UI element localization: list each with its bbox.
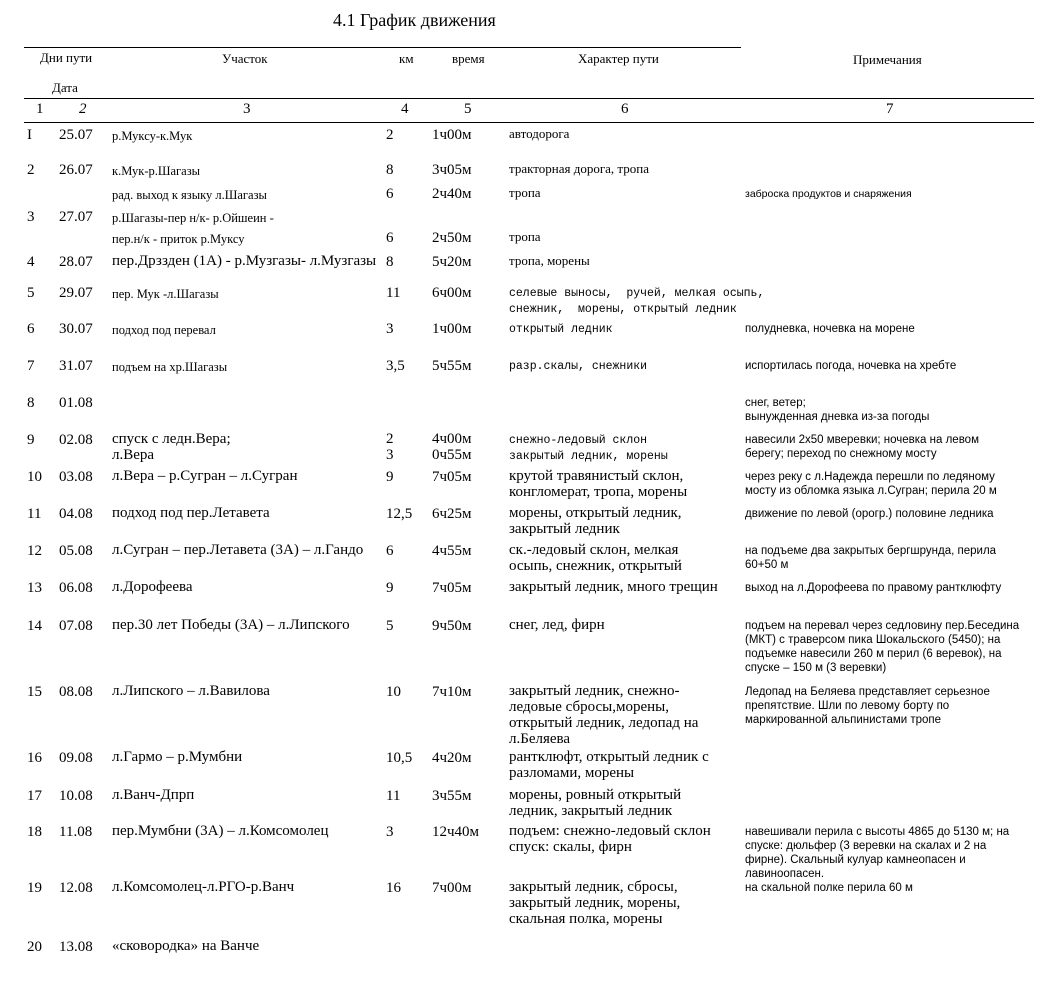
row-date: 28.07 — [59, 254, 93, 270]
row-notes: на подъеме два закрытых бергшрунда, перила 60+50 м — [745, 545, 997, 571]
row-time: 3ч55м — [432, 788, 472, 804]
header-date: Дата — [52, 80, 78, 95]
row-km: 9 — [386, 469, 394, 485]
row-date: 12.08 — [59, 880, 93, 896]
column-number-7: 7 — [886, 101, 894, 117]
row-character: закрытый ледник, много трещин — [509, 579, 718, 595]
row-date: 25.07 — [59, 127, 93, 143]
row-character: закрытый ледник, снежно- ледовые сбросы,морены, открытый ледник, ледопад на л.Беляева — [509, 683, 699, 747]
header-character: Характер пути — [578, 51, 659, 66]
row-notes: на скальной полке перила 60 м — [745, 882, 913, 894]
row-date: 03.08 — [59, 469, 93, 485]
row-notes: испортилась погода, ночевка на хребте — [745, 360, 957, 372]
row-time: 1ч00м — [432, 127, 472, 143]
row-km: 5 — [386, 618, 394, 634]
row-time: 2ч50м — [432, 230, 472, 246]
row-date: 02.08 — [59, 432, 93, 448]
row-number: 11 — [27, 506, 42, 522]
row-section: л.Гармо – р.Мумбни — [112, 749, 243, 765]
row-section: пер.Дрззден (1А) - р.Музгазы- л.Музгазы — [112, 253, 377, 269]
column-number-3: 3 — [243, 101, 251, 117]
row-section: пер.н/к - приток р.Муксу — [112, 232, 245, 246]
row-km: 10,5 — [386, 750, 413, 766]
row-km: 2 3 — [386, 431, 394, 463]
row-km: 3 — [386, 824, 394, 840]
row-km: 8 — [386, 162, 394, 178]
row-time: 3ч05м — [432, 162, 472, 178]
row-notes: навешивали перила с высоты 4865 до 5130 м; на спуске: дюльфер (3 веревки на скалах и 2 на фирне). Скальный кулуар камнеопасен и лавиноопасен. — [745, 826, 1010, 880]
row-time: 1ч00м — [432, 321, 472, 337]
row-character: тропа — [509, 185, 541, 200]
row-number: 10 — [27, 469, 42, 485]
row-km: 3 — [386, 321, 394, 337]
page-title: 4.1 График движения — [333, 10, 496, 30]
row-number: 12 — [27, 543, 42, 559]
row-section: л.Комсомолец-л.РГО-р.Ванч — [112, 879, 295, 895]
row-character: тропа — [509, 229, 541, 244]
row-notes: снег, ветер; вынужденная дневка из-за погоды — [745, 397, 930, 423]
row-km: 6 — [386, 230, 394, 246]
row-number: 8 — [27, 395, 35, 411]
row-date: 27.07 — [59, 209, 93, 225]
header-days: Дни пути — [40, 50, 93, 65]
row-km: 11 — [386, 788, 401, 804]
row-character: селевые выносы, ручей, мелкая осыпь, снежник, морены, открытый ледник — [509, 287, 765, 316]
row-number: 15 — [27, 684, 42, 700]
row-character: крутой травянистый склон, конгломерат, тропа, морены — [509, 468, 688, 500]
row-km: 3,5 — [386, 358, 405, 374]
row-character: закрытый ледник, сбросы, закрытый ледник, морены, скальная полка, морены — [509, 879, 681, 927]
row-number: 13 — [27, 580, 42, 596]
row-date: 01.08 — [59, 395, 93, 411]
row-character: морены, открытый ледник, закрытый ледник — [509, 505, 682, 537]
row-character: подъем: снежно-ледовый склон спуск: скалы, фирн — [509, 823, 711, 855]
row-notes: заброска продуктов и снаряжения — [745, 188, 912, 200]
row-section: р.Шагазы-пер н/к- р.Ойшеин - — [112, 211, 274, 225]
row-number: 3 — [27, 209, 35, 225]
row-notes: через реку с л.Надежда перешли по ледяному мосту из обломка языка л.Сугран; перила 20 м — [745, 471, 997, 497]
row-time: 12ч40м — [432, 824, 480, 840]
row-notes: Ледопад на Беляева представляет серьезное препятствие. Шли по левому борту по маркированной альпинистами тропе — [745, 686, 990, 726]
row-time: 5ч55м — [432, 358, 472, 374]
row-time: 4ч00м 0ч55м — [432, 431, 472, 463]
row-date: 11.08 — [59, 824, 93, 840]
row-character: снежно-ледовый склон закрытый ледник, морены — [509, 434, 668, 463]
row-character: разр.скалы, снежники — [509, 360, 648, 373]
row-date: 04.08 — [59, 506, 93, 522]
row-time: 5ч20м — [432, 254, 472, 270]
column-number-6: 6 — [621, 101, 629, 117]
row-km: 9 — [386, 580, 394, 596]
row-time: 6ч25м — [432, 506, 472, 522]
row-date: 26.07 — [59, 162, 93, 178]
row-character: открытый ледник — [509, 323, 613, 336]
row-time: 2ч40м — [432, 186, 472, 202]
row-km: 12,5 — [386, 506, 413, 522]
row-time: 7ч00м — [432, 880, 472, 896]
row-number: 17 — [27, 788, 42, 804]
header-section: Участок — [222, 51, 268, 66]
row-date: 09.08 — [59, 750, 93, 766]
row-km: 11 — [386, 285, 401, 301]
header-rule-bottom — [24, 122, 1034, 123]
row-number: I — [27, 127, 32, 143]
header-rule-top — [24, 47, 741, 48]
row-date: 05.08 — [59, 543, 93, 559]
row-character: автодорога — [509, 126, 570, 141]
row-time: 4ч20м — [432, 750, 472, 766]
row-date: 30.07 — [59, 321, 93, 337]
row-section: пер.Мумбни (3А) – л.Комсомолец — [112, 823, 329, 839]
row-notes: подъем на перевал через седловину пер.Беседина (МКТ) с траверсом пика Шокальского (5450); на подъемке навесили 260 м перил (6 веревок), на спуске – 150 м (3 веревки) — [745, 620, 1020, 674]
row-time: 7ч05м — [432, 580, 472, 596]
column-number-4: 4 — [401, 101, 409, 117]
row-date: 06.08 — [59, 580, 93, 596]
row-date: 07.08 — [59, 618, 93, 634]
row-section: л.Сугран – пер.Летавета (3А) – л.Гандо — [112, 542, 364, 558]
row-number: 6 — [27, 321, 35, 337]
row-character: тракторная дорога, тропа — [509, 161, 650, 176]
row-section: л.Дорофеева — [112, 579, 193, 595]
row-number: 14 — [27, 618, 42, 634]
row-section: пер.30 лет Победы (3А) – л.Липского — [112, 617, 350, 633]
row-section: рад. выход к языку л.Шагазы — [112, 188, 267, 202]
header-time: время — [452, 51, 485, 66]
row-section: р.Муксу-к.Мук — [112, 129, 193, 143]
row-section: пер. Мук -л.Шагазы — [112, 287, 219, 301]
row-time: 4ч55м — [432, 543, 472, 559]
row-time: 9ч50м — [432, 618, 472, 634]
row-km: 8 — [386, 254, 394, 270]
row-section: л.Ванч-Дпрп — [112, 787, 195, 803]
row-character: морены, ровный открытый ледник, закрытый ледник — [509, 787, 682, 819]
row-date: 08.08 — [59, 684, 93, 700]
column-number-5: 5 — [464, 101, 472, 117]
row-section: подъем на хр.Шагазы — [112, 360, 228, 374]
row-km: 6 — [386, 186, 394, 202]
row-km: 2 — [386, 127, 394, 143]
header-rule-middle — [24, 98, 1034, 99]
row-notes: полудневка, ночевка на морене — [745, 323, 915, 335]
row-number: 7 — [27, 358, 35, 374]
row-notes: навесили 2х50 мверевки; ночевка на левом берегу; переход по снежному мосту — [745, 434, 979, 460]
row-number: 2 — [27, 162, 35, 178]
column-number-1: 1 — [36, 101, 44, 117]
row-date: 31.07 — [59, 358, 93, 374]
row-number: 20 — [27, 939, 42, 955]
row-section: спуск с ледн.Вера; л.Вера — [112, 431, 231, 463]
row-number: 4 — [27, 254, 35, 270]
row-character: ск.-ледовый склон, мелкая осыпь, снежник, открытый — [509, 542, 682, 574]
row-km: 16 — [386, 880, 401, 896]
row-character: рантклюфт, открытый ледник с разломами, морены — [509, 749, 709, 781]
row-character: тропа, морены — [509, 253, 590, 268]
row-date: 10.08 — [59, 788, 93, 804]
row-section: «сковородка» на Ванче — [112, 938, 260, 954]
row-number: 9 — [27, 432, 35, 448]
row-time: 6ч00м — [432, 285, 472, 301]
row-notes: движение по левой (орогр.) половине ледника — [745, 508, 994, 520]
row-km: 6 — [386, 543, 394, 559]
row-section: л.Липского – л.Вавилова — [112, 683, 270, 699]
row-date: 13.08 — [59, 939, 93, 955]
row-number: 19 — [27, 880, 42, 896]
row-section: подход под пер.Летавета — [112, 505, 270, 521]
row-notes: выход на л.Дорофеева по правому рантклюфту — [745, 582, 1002, 594]
row-section: л.Вера – р.Сугран – л.Сугран — [112, 468, 298, 484]
row-date: 29.07 — [59, 285, 93, 301]
header-notes: Примечания — [853, 52, 922, 67]
row-km: 10 — [386, 684, 401, 700]
row-number: 18 — [27, 824, 42, 840]
row-number: 5 — [27, 285, 35, 301]
row-section: подход под перевал — [112, 323, 216, 337]
row-time: 7ч10м — [432, 684, 472, 700]
row-time: 7ч05м — [432, 469, 472, 485]
header-km: км — [399, 51, 414, 66]
column-number-2: 2 — [79, 101, 87, 117]
row-character: снег, лед, фирн — [509, 617, 605, 633]
row-number: 16 — [27, 750, 42, 766]
row-section: к.Мук-р.Шагазы — [112, 164, 201, 178]
